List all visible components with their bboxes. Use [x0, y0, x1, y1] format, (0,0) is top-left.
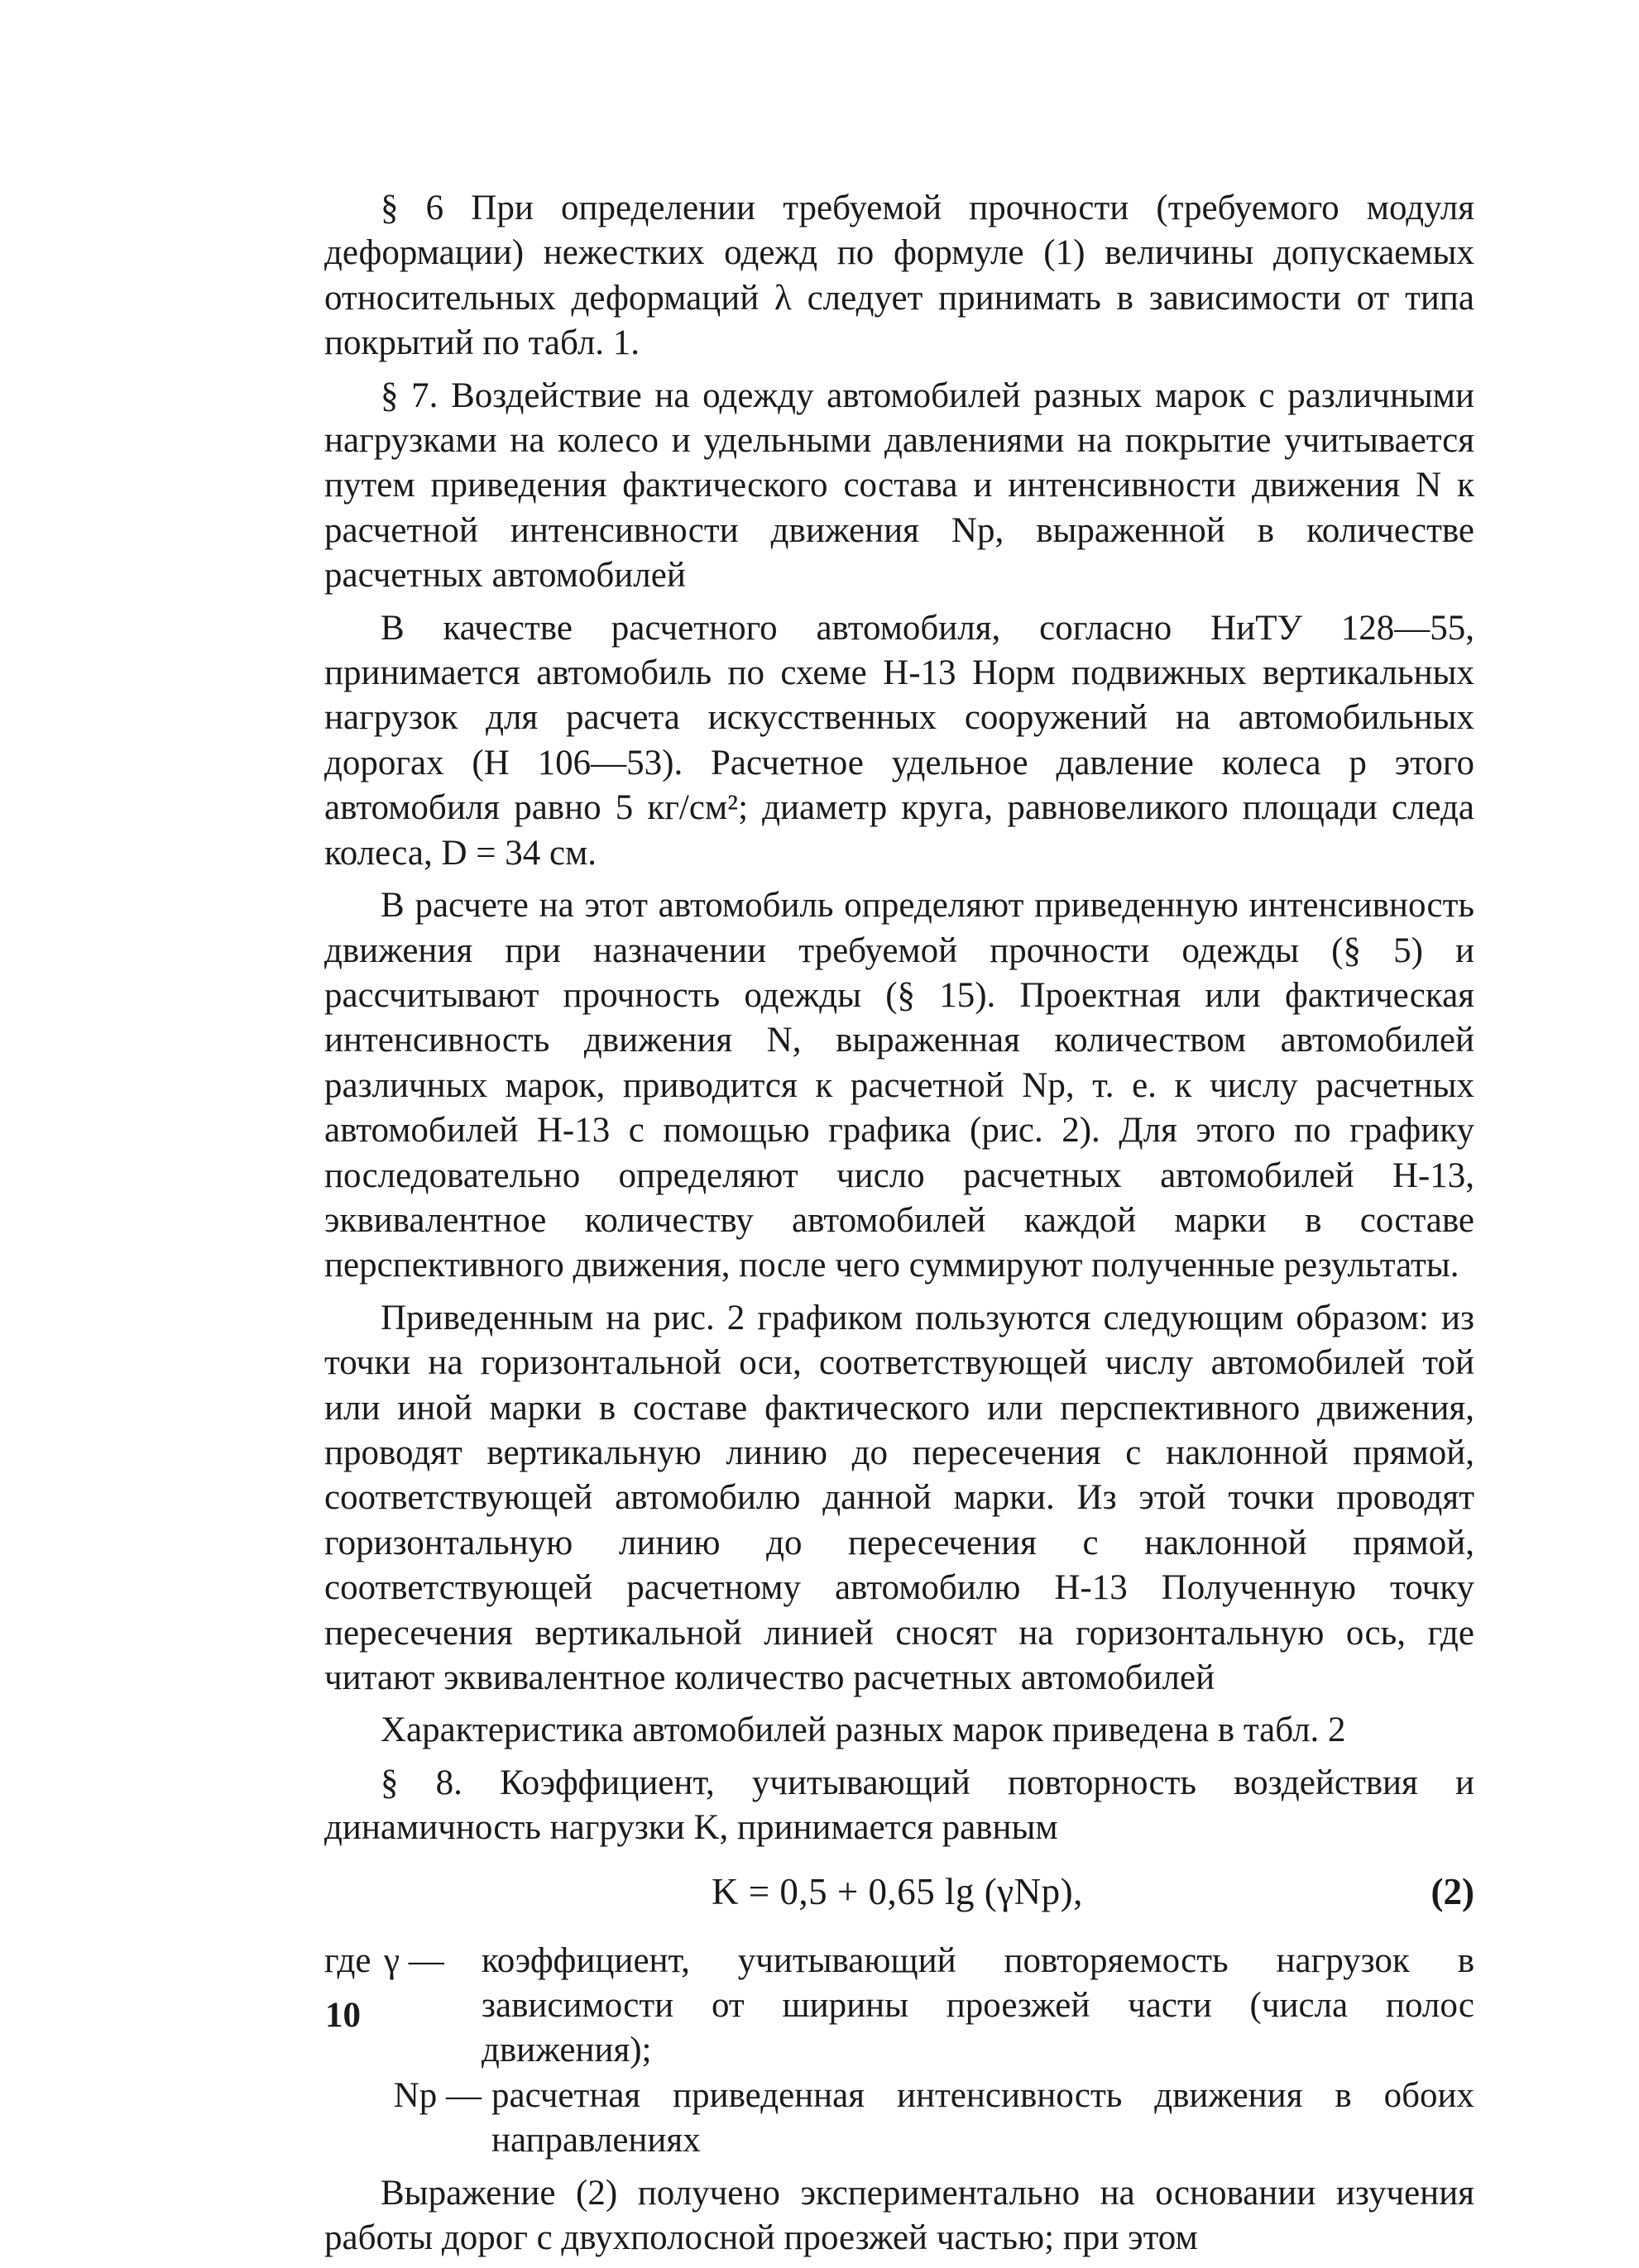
where-intro: где [324, 1940, 371, 1980]
page-number: 10 [325, 1996, 361, 2035]
paragraph-table-reference: Характеристика автомобилей разных марок приведена в табл. 2 [381, 1711, 1346, 1750]
paragraph-closing: Выражение (2) получено экспериментально на основании изучения работы дорог с двухполосной проезжей частью; при этом [324, 2173, 1474, 2258]
formula-k: K = 0,5 + 0,65 lg (γNр), [712, 1870, 1083, 1912]
definition-np [324, 2074, 1474, 2164]
definition-text: коэффициент, учитывающий повторяемость нагрузок в зависимости от ширины проезжей части (числа полос движения); [482, 1940, 1474, 2070]
paragraph-section-8: § 8. Коэффициент, учитывающий повторность воздействия и динамичность нагрузки K, принимается равным [324, 1763, 1474, 1848]
paragraph-reduced-intensity: В расчете на этот автомобиль определяют приведенную интенсивность движения при назначении требуемой прочности одежды (§ 5) и рассчитывают прочность одежды (§ 15). Проектная или фактическая интенсивность движения N, выраженная количеством автомобилей различных марок, приводится к расчетной Nр, т. е. к числу расчетных автомобилей Н-13 с помощью графика (рис. 2). Для этого по графику последовательно определяют число расчетных автомобилей Н-13, эквивалентное количеству автомобилей каждой марки в составе перспективного движения, после чего суммируют полученные результаты. [324, 886, 1474, 1285]
formula-row [324, 1863, 1474, 1929]
paragraph-section-6: § 6 При определении требуемой прочности (требуемого модуля деформации) нежестких одежд по формуле (1) величины допускаемых относительных деформаций λ следует принимать в зависимости от типа покрытий по табл. 1. [324, 189, 1474, 363]
paragraph-graph-usage: Приведенным на рис. 2 графиком пользуются следующим образом: из точки на горизонтальной оси, соответствующей числу автомобилей той или иной марки в составе фактического или перспективного движения, проводят вертикальную линию до пересечения с наклонной прямой, соответствующей автомобилю данной марки. Из этой точки проводят горизонтальную линию до пересечения с наклонной прямой, соответствующей расчетному автомобилю Н-13 Полученную точку пересечения вертикальной линией сносят на горизонтальную ось, где читают эквивалентное количество расчетных автомобилей [324, 1298, 1474, 1697]
where-definitions [324, 1939, 1474, 2164]
definition-gamma [324, 1939, 1474, 2074]
definition-symbol: Nр — [393, 2075, 482, 2115]
paragraph-section-7: § 7. Воздействие на одежду автомобилей разных марок с различными нагрузками на колесо и удельными давлениями на покрытие учитывается путем приведения фактического состава и интенсивности движения N к расчетной интенсивности движения Nр, выраженной в количестве расчетных автомобилей [324, 376, 1474, 596]
formula-number: (2) [1431, 1870, 1474, 1912]
paragraph-design-vehicle: В качестве расчетного автомобиля, согласно НиТУ 128—55, принимается автомобиль по схеме Н-13 Норм подвижных вертикальных нагрузок для расчета искусственных сооружений на автомобильных дорогах (Н 106—53). Расчетное удельное давление колеса p этого автомобиля равно 5 кг/см²; диаметр круга, равновеликого площади следа колеса, D = 34 см. [324, 608, 1474, 873]
page-body [324, 186, 1474, 2268]
definition-text: расчетная приведенная интенсивность движения в обоих направлениях [491, 2075, 1474, 2160]
definition-symbol: γ — [384, 1940, 444, 1980]
